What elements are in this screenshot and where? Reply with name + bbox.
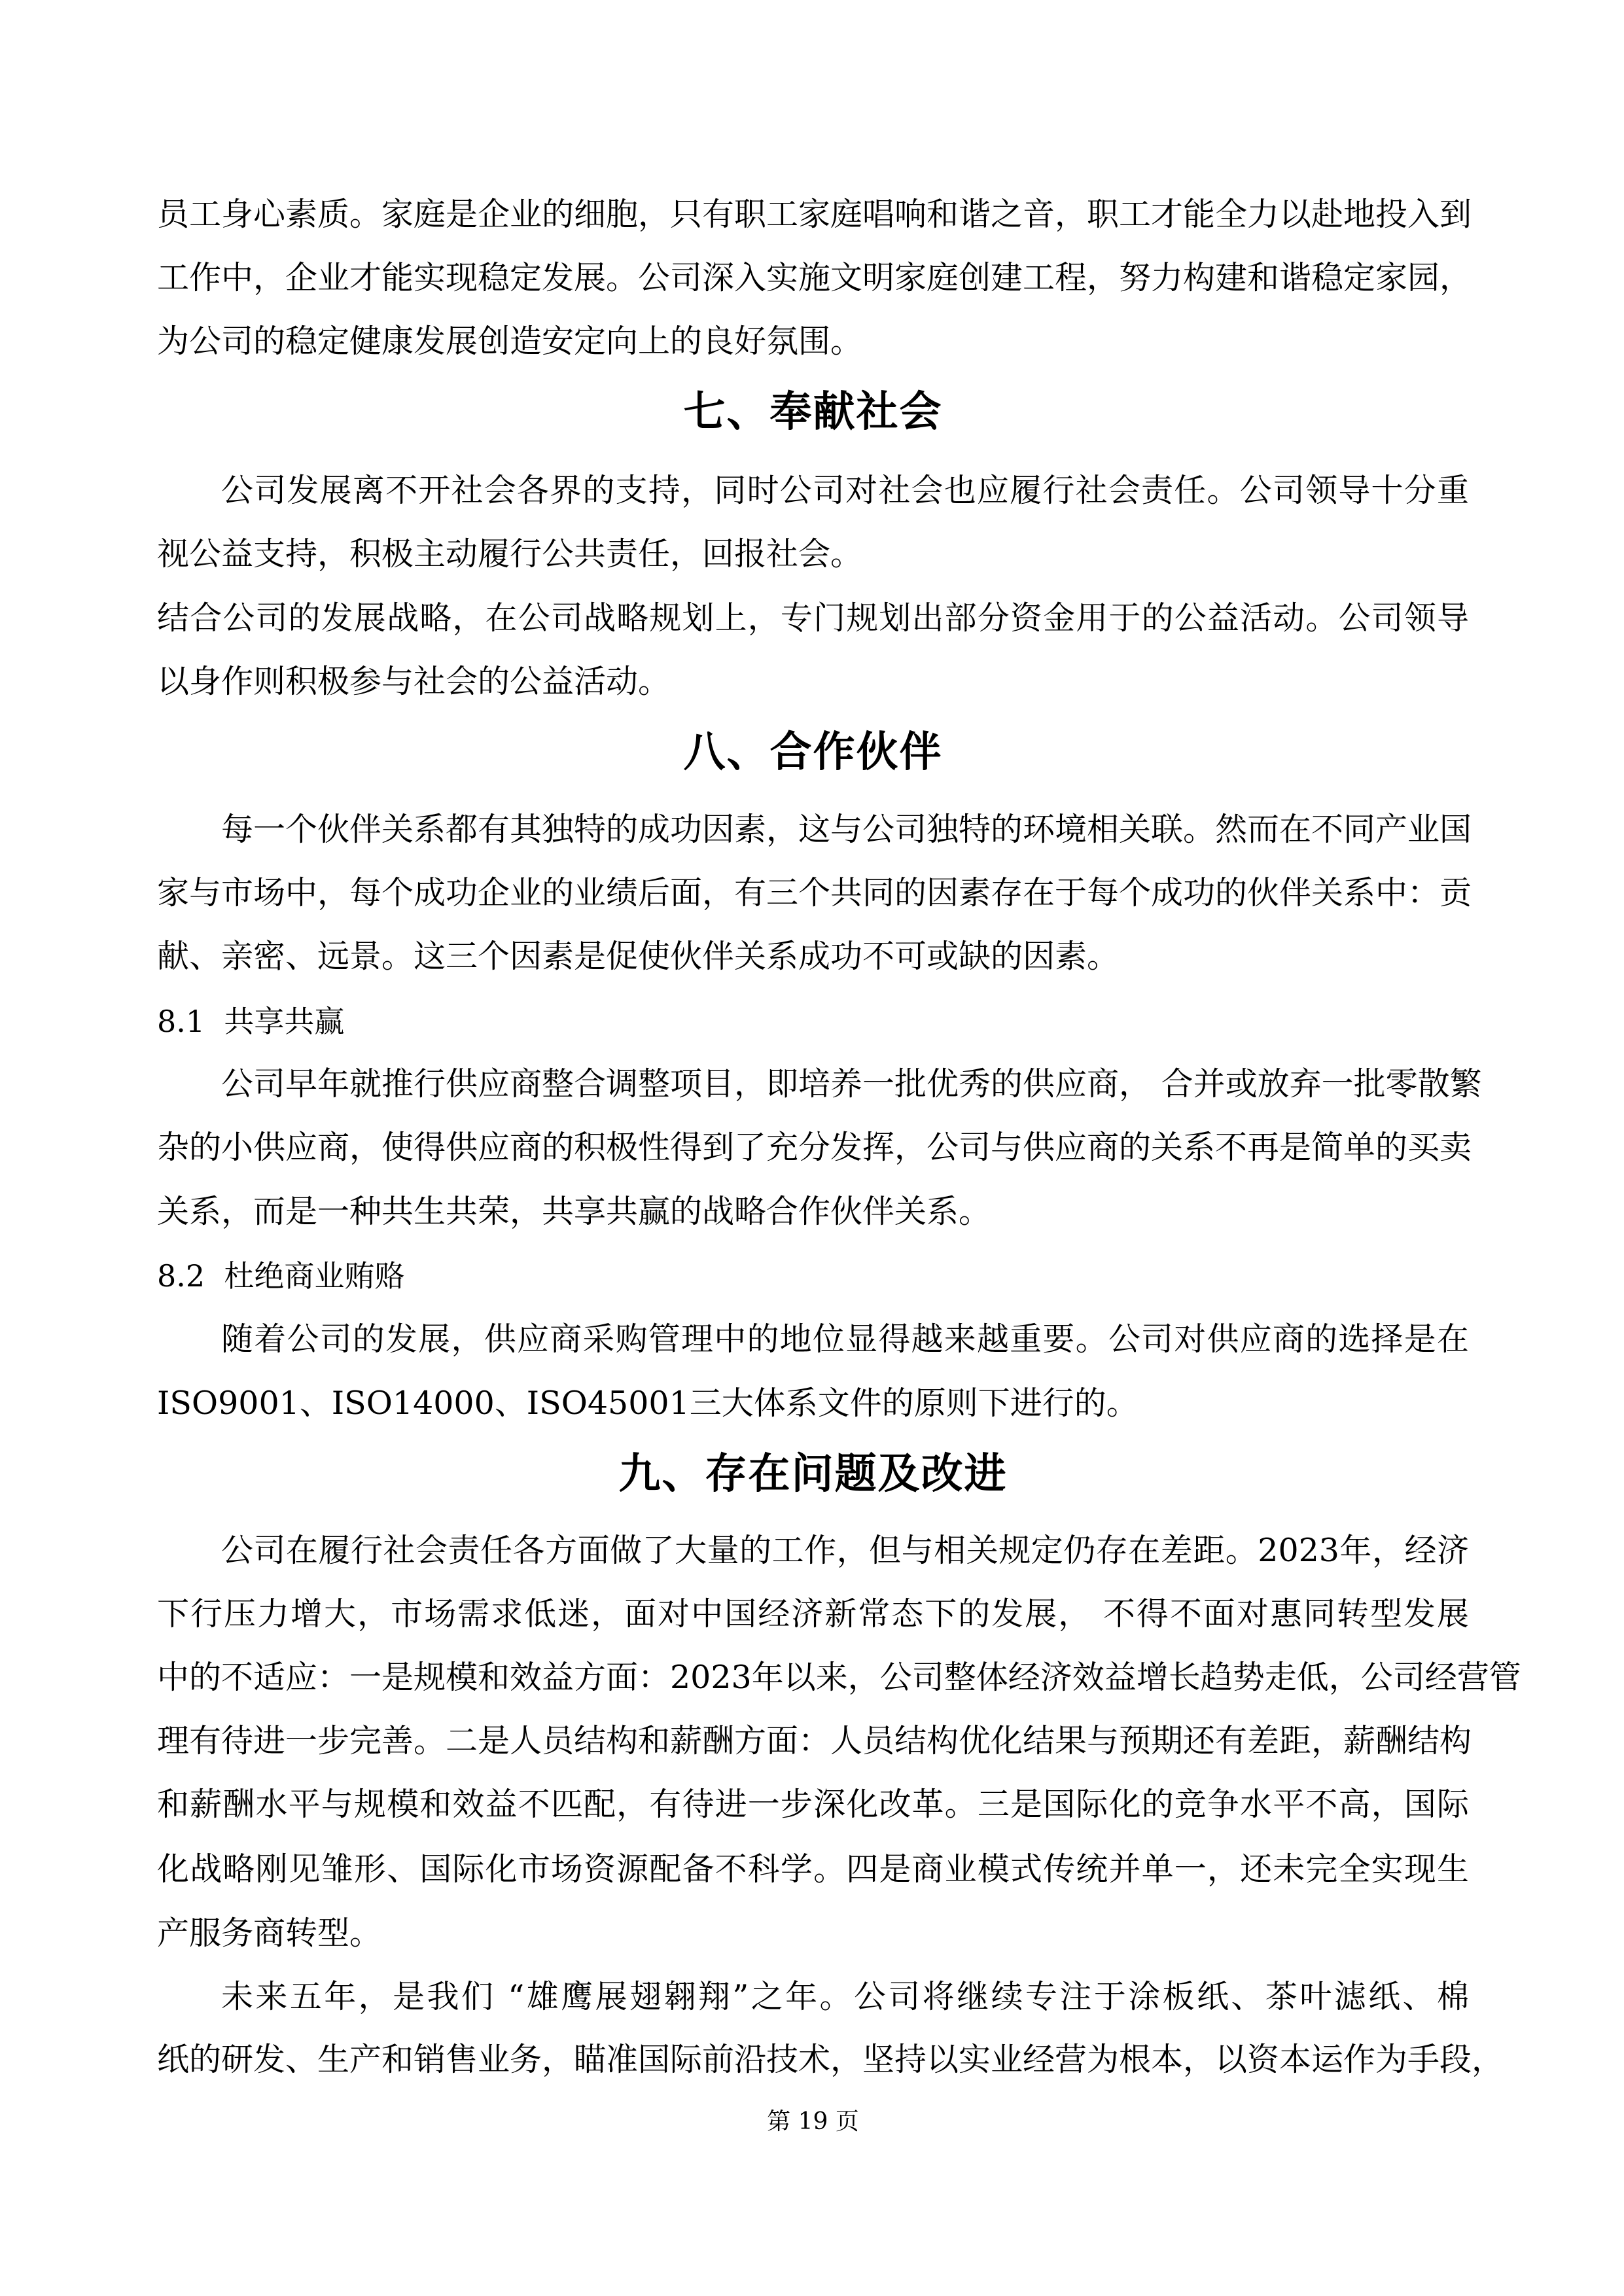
body-line: 产服务商转型。 (157, 1915, 382, 1952)
body-line: ISO9001、ISO14000、ISO45001三大体系文件的原则下进行的。 (157, 1385, 1139, 1422)
body-line: 每一个伙伴关系都有其独特的成功因素，这与公司独特的环境相关联。然而在不同产业国 (221, 811, 1472, 848)
body-line: 为公司的稳定健康发展创造安定向上的良好氛围。 (157, 323, 863, 360)
body-line: 关系，而是一种共生共荣，共享共赢的战略合作伙伴关系。 (157, 1193, 991, 1230)
body-line: 公司在履行社会责任各方面做了大量的工作，但与相关规定仍存在差距。2023年，经济 (221, 1532, 1469, 1569)
body-line: 结合公司的发展战略，在公司战略规划上，专门规划出部分资金用于的公益活动。公司领导 (157, 599, 1469, 637)
body-line: 员工身心素质。家庭是企业的细胞，只有职工家庭唱响和谐之音，职工才能全力以赴地投入到 (157, 196, 1472, 233)
body-line: 家与市场中，每个成功企业的业绩后面，有三个共同的因素存在于每个成功的伙伴关系中：贡 (157, 874, 1472, 911)
body-line: 公司发展离不开社会各界的支持，同时公司对社会也应履行社会责任。公司领导十分重 (221, 472, 1469, 509)
body-line: 化战略刚见雏形、国际化市场资源配备不科学。四是商业模式传统并单一，还未完全实现生 (157, 1850, 1469, 1888)
subsection-heading-8-1: 8.1 共享共赢 (157, 1004, 345, 1039)
body-line: 视公益支持，积极主动履行公共责任，回报社会。 (157, 535, 863, 573)
body-line: 未来五年，是我们 “雄鹰展翅翱翔”之年。公司将继续专注于涂板纸、茶叶滤纸、棉 (221, 1978, 1469, 2015)
body-line: 工作中，企业才能实现稳定发展。公司深入实施文明家庭创建工程，努力构建和谐稳定家园， (157, 259, 1472, 296)
body-line: 中的不适应：一是规模和效益方面：2023年以来，公司整体经济效益增长趋势走低，公司经营管 (157, 1659, 1521, 1696)
section-heading-9: 九、存在问题及改进 (618, 1450, 1008, 1498)
body-line: 公司早年就推行供应商整合调整项目，即培养一批优秀的供应商， 合并或放弃一批零散繁 (221, 1065, 1482, 1103)
body-line: 理有待进一步完善。二是人员结构和薪酬方面：人员结构优化结果与预期还有差距，薪酬结构 (157, 1722, 1472, 1759)
body-line: 杂的小供应商，使得供应商的积极性得到了充分发挥，公司与供应商的关系不再是简单的买卖 (157, 1129, 1472, 1166)
body-line: 随着公司的发展，供应商采购管理中的地位显得越来越重要。公司对供应商的选择是在 (221, 1320, 1469, 1358)
body-line: 以身作则积极参与社会的公益活动。 (157, 663, 671, 700)
page-number: 第 19 页 (767, 2108, 859, 2135)
section-heading-7: 七、奉献社会 (683, 388, 943, 436)
body-line: 下行压力增大，市场需求低迷，面对中国经济新常态下的发展， 不得不面对惠同转型发展 (157, 1595, 1469, 1633)
section-heading-8: 八、合作伙伴 (683, 728, 943, 777)
body-line: 纸的研发、生产和销售业务，瞄准国际前沿技术，坚持以实业经营为根本，以资本运作为手段， (157, 2041, 1504, 2078)
subsection-heading-8-2: 8.2 杜绝商业贿赂 (157, 1258, 405, 1294)
body-line: 献、亲密、远景。这三个因素是促使伙伴关系成功不可或缺的因素。 (157, 938, 1120, 975)
body-line: 和薪酬水平与规模和效益不匹配，有待进一步深化改革。三是国际化的竞争水平不高，国际 (157, 1786, 1469, 1823)
